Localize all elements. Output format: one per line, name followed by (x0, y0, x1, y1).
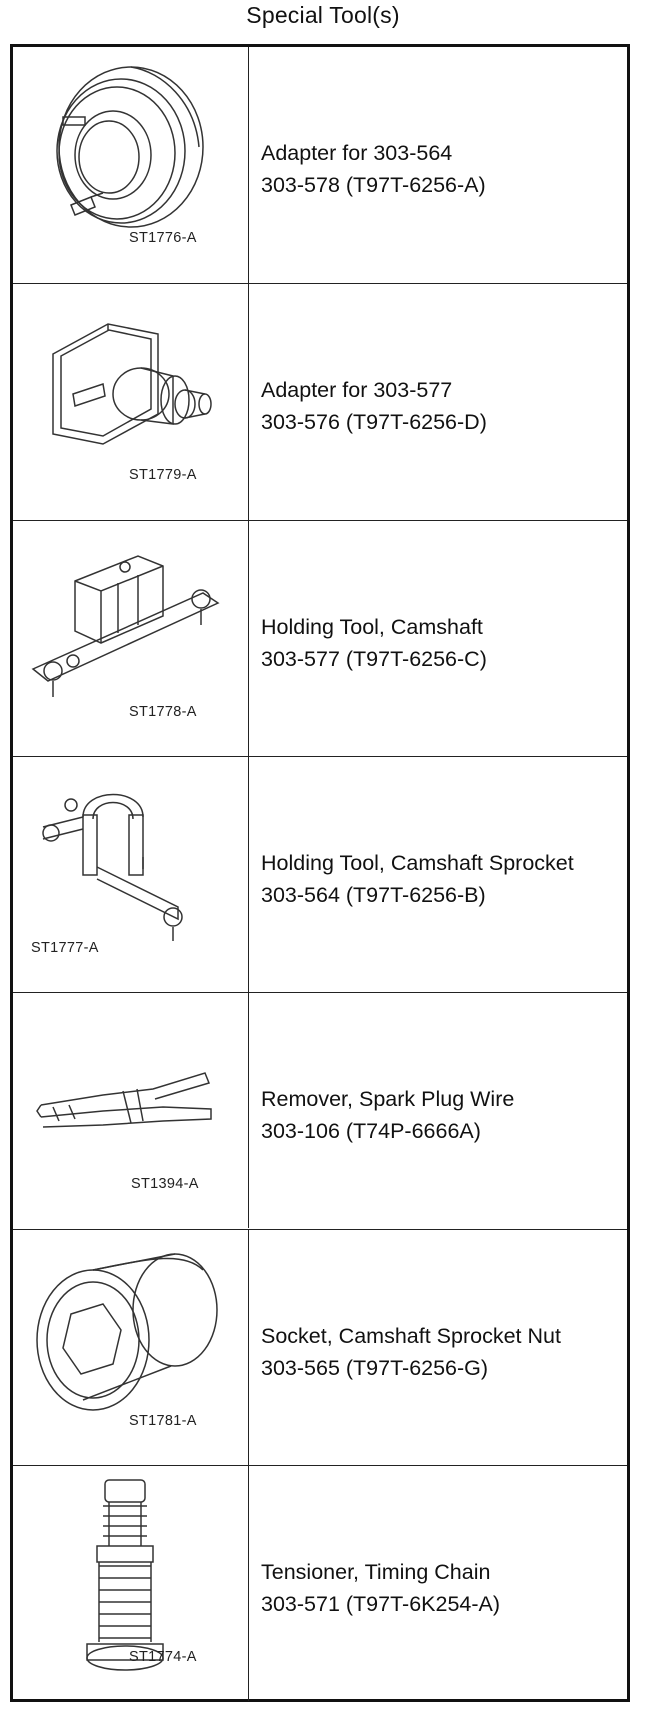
tool-description (261, 137, 486, 201)
tool-number: 303-577 (T97T-6256-C) (261, 646, 487, 671)
tool-name: Holding Tool, Camshaft (261, 614, 483, 639)
tool-number: 303-564 (T97T-6256-B) (261, 882, 486, 907)
socket-icon (13, 1230, 249, 1466)
tool-image-cell (13, 521, 249, 756)
tool-description (261, 1083, 514, 1147)
tool-description (261, 1320, 561, 1384)
tool-number: 303-571 (T97T-6K254-A) (261, 1591, 501, 1616)
sprocket-holding-tool-icon (13, 757, 249, 993)
block-adapter-icon (13, 284, 249, 520)
tool-row (13, 1229, 627, 1465)
tool-number: 303-565 (T97T-6256-G) (261, 1355, 489, 1380)
tool-number: 303-576 (T97T-6256-D) (261, 410, 487, 435)
tool-number: 303-106 (T74P-6666A) (261, 1119, 481, 1144)
image-code: ST1779-A (129, 467, 197, 484)
plug-wire-remover-icon (13, 993, 249, 1229)
tool-name: Socket, Camshaft Sprocket Nut (261, 1323, 561, 1348)
image-code: ST1781-A (129, 1412, 197, 1429)
tool-row (13, 992, 627, 1228)
image-code: ST1776-A (129, 230, 197, 246)
tool-image-cell (13, 1230, 249, 1465)
pulley-adapter-icon (13, 47, 249, 283)
tool-row (13, 1465, 627, 1701)
tool-image-cell (13, 284, 249, 519)
tool-description (261, 611, 487, 675)
tool-description (261, 374, 487, 438)
tool-name: Adapter for 303-577 (261, 378, 453, 403)
tool-row (13, 283, 627, 519)
tool-row (13, 520, 627, 756)
tool-image-cell (13, 993, 249, 1228)
tool-row (13, 756, 627, 992)
image-code: ST1778-A (129, 703, 197, 720)
page-title: Special Tool(s) (246, 2, 400, 28)
tool-name: Holding Tool, Camshaft Sprocket (261, 850, 574, 875)
tool-name: Remover, Spark Plug Wire (261, 1087, 515, 1112)
camshaft-holding-tool-icon (13, 521, 249, 757)
tool-row (13, 47, 627, 283)
tool-description (261, 1556, 500, 1620)
tool-number: 303-578 (T97T-6256-A) (261, 173, 486, 197)
tool-image-cell (13, 757, 249, 992)
special-tools-table (10, 44, 630, 1702)
image-code: ST1394-A (131, 1176, 199, 1193)
tool-description (261, 847, 574, 911)
image-code: ST1774-A (129, 1648, 197, 1665)
tool-image-cell (13, 1466, 249, 1701)
tool-image-cell (13, 47, 249, 283)
chain-tensioner-icon (13, 1466, 249, 1702)
image-code: ST1777-A (31, 939, 99, 956)
tool-name: Adapter for 303-564 (261, 141, 453, 165)
tool-name: Tensioner, Timing Chain (261, 1559, 491, 1584)
